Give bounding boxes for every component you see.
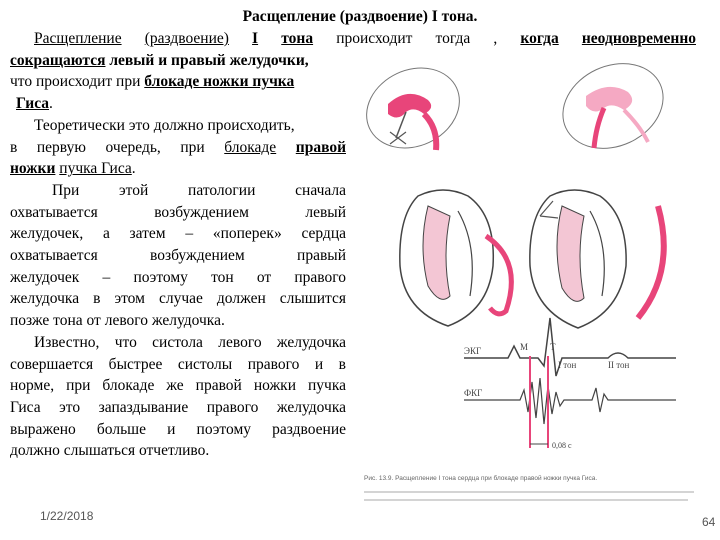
- excitation-area-shape: [586, 87, 632, 112]
- term-contract: сокращаются: [10, 51, 106, 69]
- text-fragment: При этой патологии сначала: [52, 181, 346, 199]
- label-m: M: [520, 342, 529, 352]
- bundle-branch-shape: [594, 108, 604, 148]
- term-tone: тона: [281, 30, 314, 47]
- text-line: охватывается возбуждением правый: [10, 247, 346, 265]
- text-line: охватывается возбуждением левый: [10, 203, 346, 221]
- term-first: I: [252, 30, 259, 47]
- heart-diagram-right: [549, 56, 677, 164]
- ventricle-shape: [423, 206, 450, 299]
- text-line: Гиса это запаздывание правого желудочка: [10, 398, 346, 416]
- text-line: выражено больше и поэтому раздвоение: [10, 420, 346, 438]
- text-fragment: Известно, что систола левого желудочка: [34, 333, 346, 351]
- figure-caption: Рис. 13.9. Расщепление I тона сердца при блокаде правой ножки пучка Гиса.: [364, 475, 598, 482]
- ventricle-shape: [557, 206, 584, 301]
- term-right: правой: [295, 138, 346, 156]
- term-his: Гиса: [16, 95, 50, 113]
- text-line: позже тона от левого желудочка.: [10, 312, 225, 330]
- term-his-bundle: пучка Гиса: [59, 160, 132, 178]
- pink-connector-line: [486, 236, 511, 314]
- text-line: [10, 332, 346, 354]
- text-line: норме, при блокаде же правой ножки пучка: [10, 377, 346, 395]
- term-splitting: Расщепление: [34, 30, 122, 47]
- term-block: блокаде: [224, 138, 277, 156]
- bundle-branch-shape: [624, 110, 648, 142]
- heart-wall-shape: [400, 190, 493, 326]
- text-line: Теоретически это должно происходить,: [34, 116, 295, 134]
- label-ekg: ЭКГ: [464, 346, 482, 356]
- text-line: [10, 180, 346, 202]
- text-line: желудочек, а затем – «поперек» сердца: [10, 225, 346, 243]
- pink-connector-line: [638, 206, 664, 318]
- label-tone-2: II тон: [608, 360, 630, 370]
- fcg-trace: [464, 378, 676, 424]
- text-fragment: .: [131, 160, 136, 178]
- label-fkg: ФКГ: [464, 388, 483, 398]
- slide-date: 1/22/2018: [40, 509, 94, 523]
- bundle-branch-shape: [424, 114, 436, 150]
- text-line: [10, 28, 696, 50]
- text-line: должно слышаться отчетливо.: [10, 442, 210, 460]
- slide-title: Расщепление (раздвоение) I тона.: [242, 8, 478, 25]
- septum-line: [458, 211, 472, 296]
- term-when: когда: [520, 30, 559, 47]
- text-line: желудочек – поэтому тон от правого: [10, 268, 346, 286]
- label-tone-1: I тон: [558, 360, 577, 370]
- term-non-simultaneous: неодновременно: [581, 30, 696, 47]
- label-t: T: [550, 342, 556, 352]
- text-fragment: в первую очередь, при: [10, 138, 225, 156]
- text-fragment: левый и правый желудочки,: [109, 51, 309, 69]
- heart-illustration: [358, 56, 698, 512]
- heart-outline-shape: [549, 56, 677, 164]
- ecg-fcg-panel: [464, 318, 676, 450]
- heart-section-left: [400, 190, 493, 326]
- text-line: совершается быстрее систолы правого и в: [10, 355, 346, 373]
- text-line: желудочка в этом случае должен слышится: [10, 290, 346, 308]
- term-branch: ножки: [10, 160, 56, 178]
- label-interval: 0,08 с: [552, 441, 572, 450]
- page-number: 64: [702, 515, 716, 529]
- term-bundle-block: блокаде ножки пучка: [144, 73, 295, 91]
- term-doubling: (раздвоение): [144, 30, 229, 47]
- text-fragment: что происходит при: [10, 73, 145, 91]
- septum-line: [590, 211, 604, 296]
- text-line: [10, 137, 346, 159]
- text-fragment: .: [49, 95, 53, 113]
- heart-diagram-left: [358, 56, 473, 163]
- heart-figure: [358, 56, 698, 512]
- text-fragment: происходит тогда ,: [336, 30, 498, 47]
